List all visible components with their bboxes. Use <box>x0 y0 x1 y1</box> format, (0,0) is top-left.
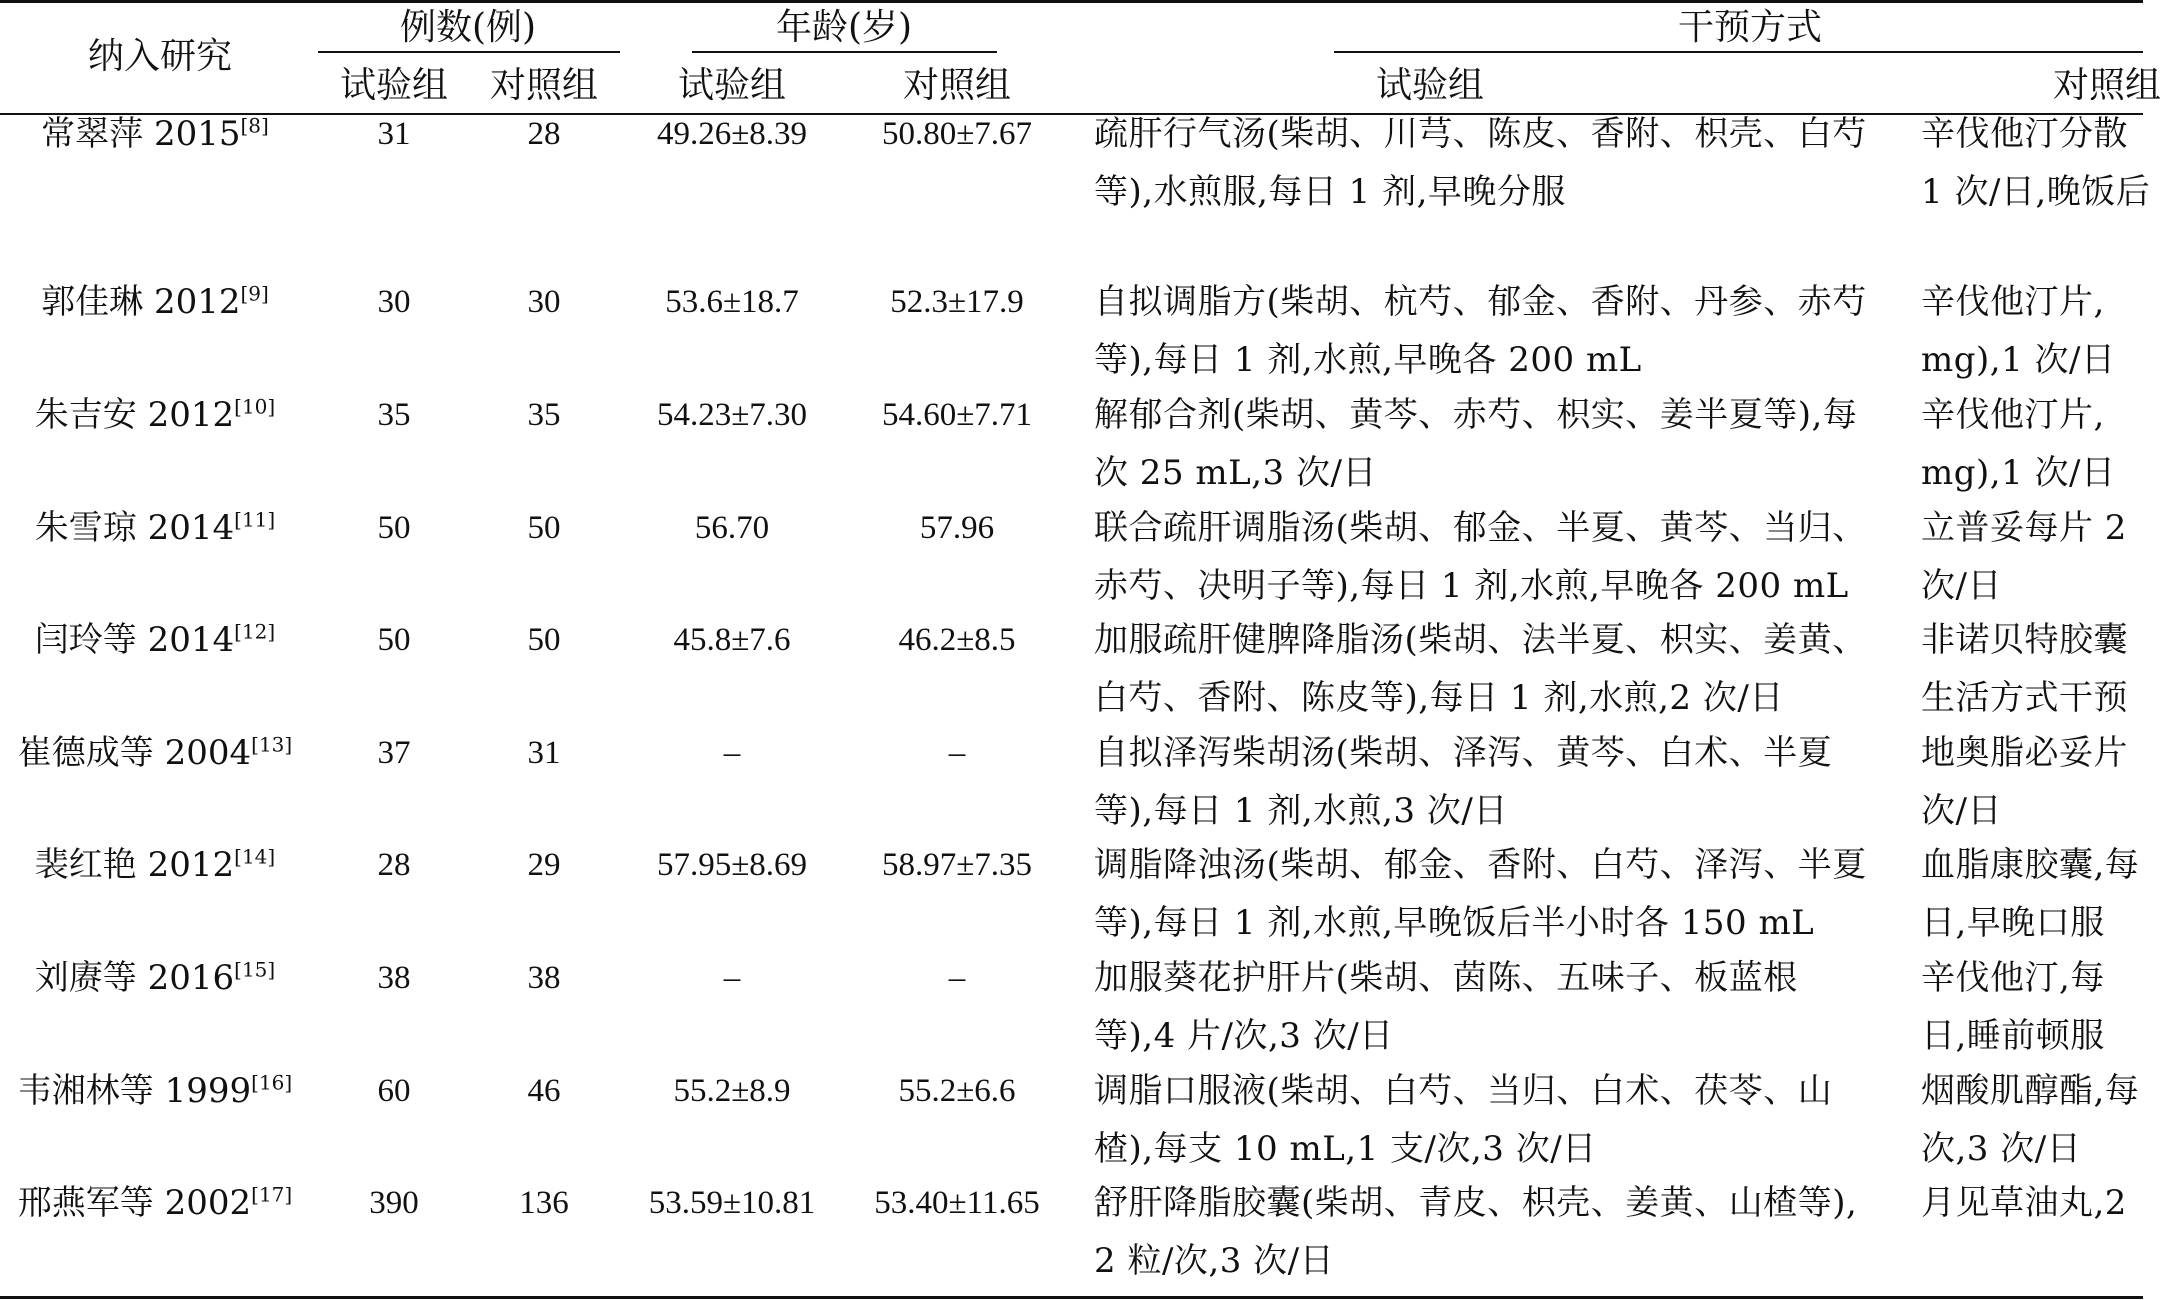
age-control-cell: 55.2±6.6 <box>898 1073 1016 1109</box>
study-name: 闫玲等 2014 <box>34 620 235 660</box>
study-name: 邢燕军等 2002 <box>17 1183 252 1223</box>
control-line2-text: 1 次/日,晚饭后 <box>1921 172 2151 212</box>
n-trial-cell: 37 <box>377 735 411 771</box>
intervention-group-underline <box>1334 51 2143 53</box>
age-trial-cell: – <box>723 960 741 996</box>
control-line1-text: 立普妥每片 2 <box>1921 508 2127 548</box>
header-intervention: 干预方式 <box>1677 7 1823 48</box>
n-control-cell: 46 <box>527 1073 561 1109</box>
study-cell <box>35 958 275 998</box>
age-trial-cell: 53.59±10.81 <box>648 1185 816 1221</box>
n-trial-cell: 390 <box>369 1185 419 1221</box>
age-control-cell: – <box>948 960 966 996</box>
header-intervention-trial: 试验组 <box>1375 65 1485 106</box>
study-ref: [8] <box>240 113 269 138</box>
study-cell <box>41 114 269 154</box>
n-control-cell: 35 <box>527 397 561 433</box>
study-cell <box>18 733 292 773</box>
age-control-cell: 50.80±7.67 <box>881 116 1033 152</box>
age-control-cell: – <box>948 735 966 771</box>
trial-line1-text: 加服疏肝健脾降脂汤(柴胡、法半夏、枳实、姜黄、 <box>1094 620 1867 660</box>
study-name: 刘赓等 2016 <box>34 958 235 998</box>
n-trial-cell: 38 <box>377 960 411 996</box>
bottom-rule <box>0 1296 2143 1299</box>
header-age-control: 对照组 <box>902 65 1012 106</box>
trial-line1-text: 联合疏肝调脂汤(柴胡、郁金、半夏、黄芩、当归、 <box>1094 508 1867 548</box>
control-line2-text: mg),1 次/日 <box>1921 453 2116 493</box>
header-cases-trial: 试验组 <box>339 65 449 106</box>
age-trial-cell: 56.70 <box>694 510 770 546</box>
study-ref: [10] <box>234 394 276 419</box>
trial-line2-text: 楂),每支 10 mL,1 支/次,3 次/日 <box>1094 1129 1597 1169</box>
control-line1-text: 月见草油丸,2 <box>1921 1183 2127 1223</box>
study-cell <box>35 508 275 548</box>
study-cell <box>41 282 269 322</box>
header-cases: 例数(例) <box>399 7 537 48</box>
age-control-cell: 58.97±7.35 <box>881 847 1033 883</box>
control-line2-text: mg),1 次/日 <box>1921 340 2116 380</box>
n-trial-cell: 50 <box>377 510 411 546</box>
header-age: 年龄(岁) <box>775 7 913 48</box>
n-trial-cell: 35 <box>377 397 411 433</box>
n-control-cell: 28 <box>527 116 561 152</box>
age-trial-cell: 45.8±7.6 <box>673 622 791 658</box>
trial-line2-text: 等),每日 1 剂,水煎,早晚饭后半小时各 150 mL <box>1094 903 1815 943</box>
n-trial-cell: 30 <box>377 284 411 320</box>
control-line1-text: 辛伐他汀分散 <box>1921 114 2128 154</box>
study-ref: [15] <box>234 957 276 982</box>
study-cell <box>35 845 275 885</box>
control-line1-text: 血脂康胶囊,每 <box>1921 845 2140 885</box>
study-ref: [14] <box>234 844 276 869</box>
trial-line2-text: 赤芍、决明子等),每日 1 剂,水煎,早晚各 200 mL <box>1094 566 1849 606</box>
control-line1-text: 辛伐他汀,每 <box>1921 958 2105 998</box>
trial-line1-text: 调脂口服液(柴胡、白芍、当归、白术、茯苓、山 <box>1094 1071 1833 1111</box>
n-control-cell: 30 <box>527 284 561 320</box>
trial-line2-text: 等),水煎服,每日 1 剂,早晚分服 <box>1094 172 1566 212</box>
trial-line1-text: 疏肝行气汤(柴胡、川芎、陈皮、香附、枳壳、白芍 <box>1094 114 1867 154</box>
header-age-trial: 试验组 <box>677 65 787 106</box>
control-line2-text: 生活方式干预 <box>1921 678 2128 718</box>
control-line1-text: 地奥脂必妥片 <box>1921 733 2128 773</box>
study-name: 韦湘林等 1999 <box>17 1071 252 1111</box>
study-ref: [12] <box>234 619 276 644</box>
trial-line1-text: 自拟泽泻柴胡汤(柴胡、泽泻、黄芩、白术、半夏 <box>1094 733 1833 773</box>
trial-line1-text: 加服葵花护肝片(柴胡、茵陈、五味子、板蓝根 <box>1094 958 1798 998</box>
study-cell <box>35 620 275 660</box>
age-control-cell: 46.2±8.5 <box>898 622 1016 658</box>
study-ref: [11] <box>234 507 276 532</box>
trial-line1-text: 舒肝降脂胶囊(柴胡、青皮、枳壳、姜黄、山楂等), <box>1094 1183 1858 1223</box>
study-cell <box>35 395 275 435</box>
control-line1-text: 辛伐他汀片, <box>1921 395 2105 435</box>
trial-line2-text: 白芍、香附、陈皮等),每日 1 剂,水煎,2 次/日 <box>1094 678 1784 718</box>
age-trial-cell: 55.2±8.9 <box>673 1073 791 1109</box>
study-ref: [17] <box>251 1182 293 1207</box>
trial-line1-text: 解郁合剂(柴胡、黄芩、赤芍、枳实、姜半夏等),每 <box>1094 395 1858 435</box>
control-line1-text: 非诺贝特胶囊 <box>1921 620 2128 660</box>
study-name: 朱雪琼 2014 <box>34 508 235 548</box>
study-ref: [13] <box>251 732 293 757</box>
top-rule <box>0 0 2143 3</box>
n-control-cell: 38 <box>527 960 561 996</box>
n-trial-cell: 31 <box>377 116 411 152</box>
n-control-cell: 50 <box>527 622 561 658</box>
age-control-cell: 54.60±7.71 <box>881 397 1033 433</box>
n-trial-cell: 60 <box>377 1073 411 1109</box>
header-intervention-control: 对照组 <box>2053 65 2161 106</box>
control-line2-text: 日,早晚口服 <box>1921 903 2105 943</box>
n-control-cell: 136 <box>519 1185 569 1221</box>
study-ref: [9] <box>240 281 269 306</box>
study-name: 常翠萍 2015 <box>41 114 241 154</box>
study-name: 崔德成等 2004 <box>17 733 252 773</box>
age-trial-cell: 53.6±18.7 <box>665 284 799 320</box>
age-group-underline <box>692 51 997 53</box>
control-line2-text: 次/日 <box>1921 566 2002 606</box>
trial-line2-text: 等),每日 1 剂,水煎,3 次/日 <box>1094 791 1508 831</box>
header-study: 纳入研究 <box>87 36 233 77</box>
age-control-cell: 53.40±11.65 <box>874 1185 1040 1221</box>
study-cell <box>18 1071 292 1111</box>
trial-line1-text: 调脂降浊汤(柴胡、郁金、香附、白芍、泽泻、半夏 <box>1094 845 1867 885</box>
age-trial-cell: 54.23±7.30 <box>656 397 808 433</box>
study-ref: [16] <box>251 1070 293 1095</box>
n-trial-cell: 50 <box>377 622 411 658</box>
trial-line2-text: 次 25 mL,3 次/日 <box>1094 453 1377 493</box>
cases-group-underline <box>318 51 620 53</box>
study-name: 朱吉安 2012 <box>34 395 235 435</box>
trial-line2-text: 2 粒/次,3 次/日 <box>1094 1241 1335 1281</box>
header-cases-control: 对照组 <box>489 65 599 106</box>
n-trial-cell: 28 <box>377 847 411 883</box>
age-trial-cell: 57.95±8.69 <box>656 847 808 883</box>
study-name: 郭佳琳 2012 <box>41 282 241 322</box>
trial-line2-text: 等),4 片/次,3 次/日 <box>1094 1016 1394 1056</box>
control-line1-text: 烟酸肌醇酯,每 <box>1921 1071 2140 1111</box>
age-trial-cell: 49.26±8.39 <box>656 116 808 152</box>
control-line2-text: 次/日 <box>1921 791 2002 831</box>
study-cell <box>18 1183 292 1223</box>
control-line2-text: 次,3 次/日 <box>1921 1129 2082 1169</box>
age-control-cell: 57.96 <box>919 510 995 546</box>
trial-line2-text: 等),每日 1 剂,水煎,早晚各 200 mL <box>1094 340 1642 380</box>
control-line2-text: 日,睡前顿服 <box>1921 1016 2105 1056</box>
n-control-cell: 31 <box>527 735 561 771</box>
n-control-cell: 50 <box>527 510 561 546</box>
study-name: 裴红艳 2012 <box>34 845 235 885</box>
age-control-cell: 52.3±17.9 <box>890 284 1024 320</box>
trial-line1-text: 自拟调脂方(柴胡、杭芍、郁金、香附、丹参、赤芍 <box>1094 282 1867 322</box>
n-control-cell: 29 <box>527 847 561 883</box>
control-line1-text: 辛伐他汀片, <box>1921 282 2105 322</box>
age-trial-cell: – <box>723 735 741 771</box>
